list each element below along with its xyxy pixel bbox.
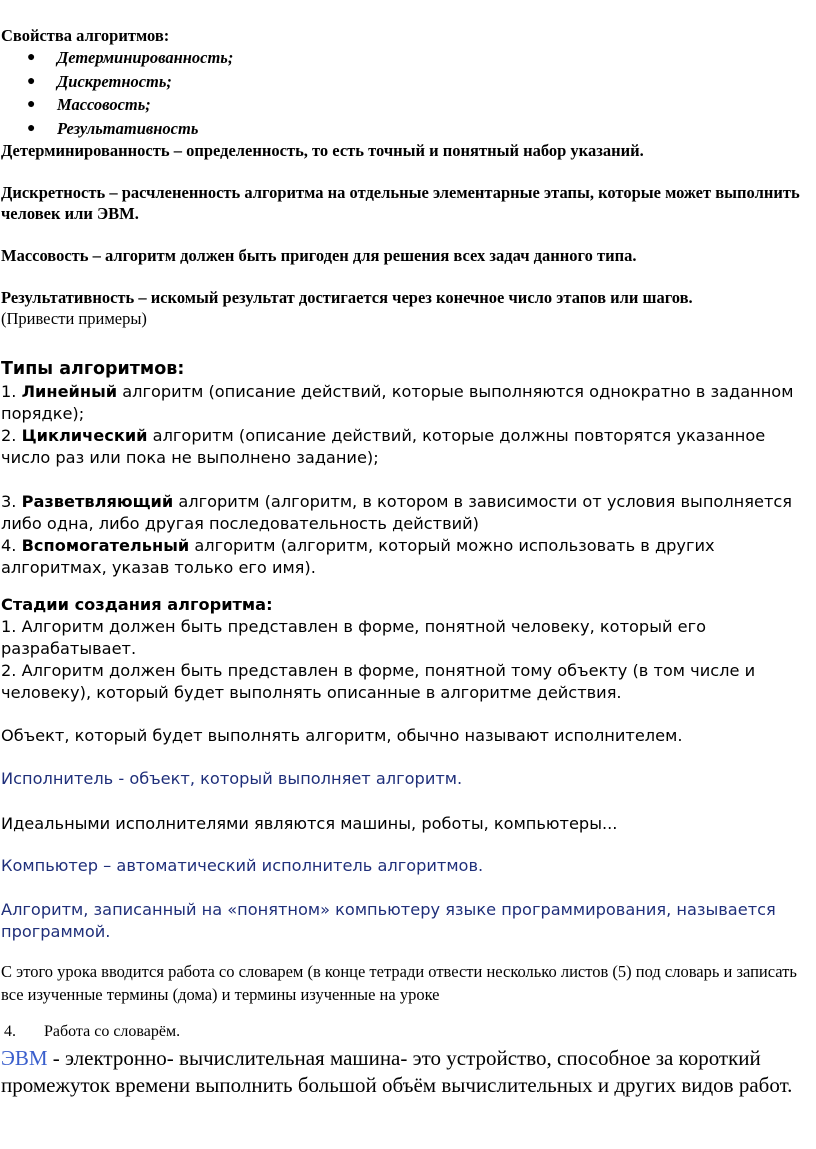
definition-mass: Массовость – алгоритм должен быть пригоден для решения всех задач данного типа. [1,246,637,265]
definition-discreteness: Дискретность – расчлененность алгоритма на отдельные элементарные этапы, которые может выполнить человек или ЭВМ. [1,183,800,223]
stages-list [1,616,813,704]
types-list [1,381,813,579]
evm-term: ЭВМ [1,1046,48,1070]
list-item: ● Результативность [0,117,233,141]
list-item: ● Массовость; [0,93,233,117]
type-name: Линейный [21,382,118,401]
properties-list [0,46,233,141]
item-label: Работа со словарём. [44,1023,181,1040]
item-number: 4. [4,1023,16,1040]
examples-note: (Привести примеры) [1,309,147,328]
computer-definition: Компьютер – автоматический исполнитель алгоритмов. [1,856,484,875]
list-item: 2. Алгоритм должен быть представлен в форме, понятной тому объекту (в том числе и человеку), который будет выполнять описанные в алгоритме действия. [1,661,756,702]
list-item: 3. Разветвляющий алгоритм (алгоритм, в котором в зависимости от условия выполняется либо одна, либо другая последовательность действий) [1,492,793,533]
definition-determinism: Детерминированность – определенность, то есть точный и понятный набор указаний. [1,141,644,160]
bullet-icon: ● [27,73,36,89]
property-definitions [1,140,801,329]
ideal-executors-text: Идеальными исполнителями являются машины, роботы, компьютеры... [1,814,618,833]
list-item: 4. Вспомогательный алгоритм (алгоритм, который можно использовать в других алгоритмах, указав только его имя). [1,536,715,577]
list-item: 1. Линейный алгоритм (описание действий, которые выполняются однократно в заданном порядке); [1,382,794,423]
list-item: 2. Циклический алгоритм (описание действий, которые должны повторятся указанное число раз или пока не выполнено задание); [1,426,766,467]
list-item: 1. Алгоритм должен быть представлен в форме, понятной человеку, который его разрабатывает. [1,617,707,658]
list-item: ● Дискретность; [0,70,233,94]
program-definition: Алгоритм, записанный на «понятном» компьютеру языке программирования, называется программой. [1,900,776,941]
types-title: Типы алгоритмов: [1,359,185,379]
properties-title: Свойства алгоритмов: [1,26,170,45]
executor-text: Объект, который будет выполнять алгоритм, обычно называют исполнителем. [1,726,683,745]
stages-title: Стадии создания алгоритма: [1,595,273,614]
definition-result: Результативность – искомый результат достигается через конечное число этапов или шагов. [1,288,693,307]
list-item: ● Детерминированность; [0,46,233,70]
bullet-icon: ● [27,97,36,113]
dictionary-intro: С этого урока вводится работа со словарем (в конце тетради отвести несколько листов (5) под словарь и записать все изученные термины (дома) и термины изученные на уроке [1,962,797,1004]
type-name: Разветвляющий [21,492,174,511]
type-name: Циклический [21,426,148,445]
executor-definition: Исполнитель - объект, который выполняет алгоритм. [1,769,463,788]
bullet-icon: ● [27,50,36,65]
evm-definition [1,1045,813,1099]
evm-text: - электронно- вычислительная машина- это устройство, способное за короткий промежуток времени выполнить большой объём вычислительных и других видов работ. [1,1046,793,1097]
dictionary-heading [4,1022,180,1042]
type-name: Вспомогательный [21,536,190,555]
bullet-icon: ● [27,121,36,137]
